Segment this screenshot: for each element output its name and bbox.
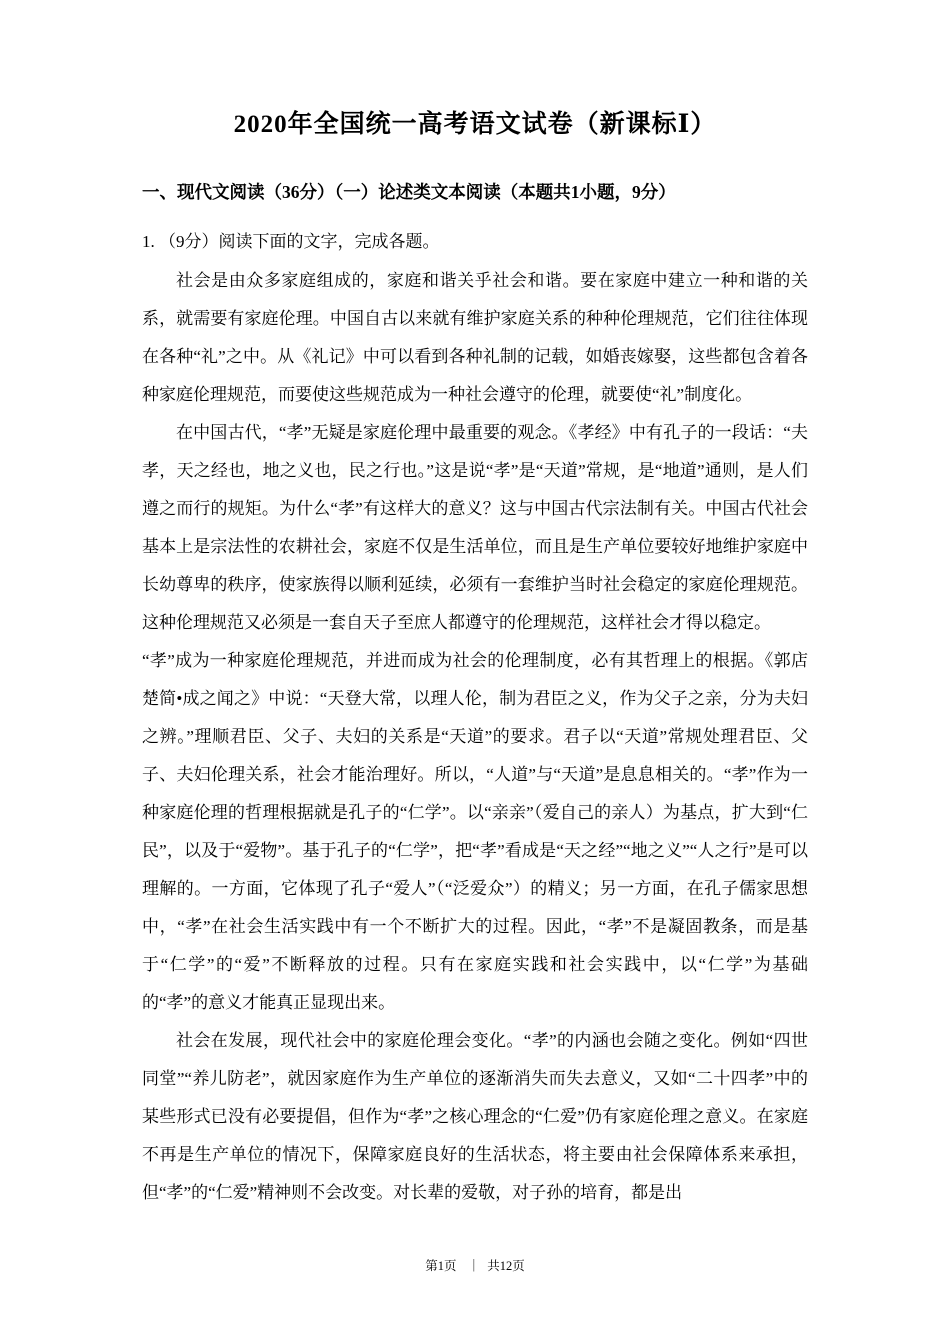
page-number: 第1页 xyxy=(425,1259,457,1273)
passage-paragraph: “孝”成为一种家庭伦理规范，并进而成为社会的伦理制度，必有其哲理上的根据。《郭店楚简•成之闻之》中说：“天登大常，以理人伦，制为君臣之义，作为父子之亲，分为夫妇之辨。”理顺君臣、父子、夫妇的关系是“天道”的要求。君子以“天道”常规处理君臣、父子、夫妇伦理关系，社会才能治理好。所以，“人道”与“天道”是息息相关的。“孝”作为一种家庭伦理的哲理根据就是孔子的“仁学”。以“亲亲”（爱自己的亲人）为基点，扩大到“仁民”，以及于“爱物”。基于孔子的“仁学”，把“孝”看成是“天之经”“地之义”“人之行”是可以理解的。一方面，它体现了孔子“爱人”（“泛爱众”）的精义；另一方面，在孔子儒家思想中，“孝”在社会生活实践中有一个不断扩大的过程。因此，“孝”不是凝固教条，而是基于“仁学”的“爱”不断释放的过程。只有在家庭实践和社会实践中，以“仁学”为基础的“孝”的意义才能真正显现出来。 xyxy=(142,651,808,1012)
passage-paragraph: 社会是由众多家庭组成的，家庭和谐关乎社会和谐。要在家庭中建立一种和谐的关系，就需要有家庭伦理。中国自古以来就有维护家庭关系的种种伦理规范，它们往往体现在各种“礼”之中。从《礼记》中可以看到各种礼制的记载，如婚丧嫁娶，这些都包含着各种家庭伦理规范，而要使这些规范成为一种社会遵守的伦理，就要使“礼”制度化。 xyxy=(142,271,808,404)
reading-passage xyxy=(142,262,808,1212)
passage-paragraph: 社会在发展，现代社会中的家庭伦理会变化。“孝”的内涵也会随之变化。例如“四世同堂”“养儿防老”，就因家庭作为生产单位的逐渐消失而失去意义，又如“二十四孝”中的某些形式已没有必要提倡，但作为“孝”之核心理念的“仁爱”仍有家庭伦理之意义。在家庭不再是生产单位的情况下，保障家庭良好的生活状态，将主要由社会保障体系来承担，但“孝”的“仁爱”精神则不会改变。对长辈的爱敬，对子孙的培育，都是出 xyxy=(142,1031,808,1202)
page-title: 2020年全国统一高考语文试卷（新课标Ⅰ） xyxy=(233,111,717,138)
footer-separator: ｜ xyxy=(467,1259,481,1273)
page-footer xyxy=(0,1256,950,1274)
total-pages: 共12页 xyxy=(487,1259,525,1273)
passage-paragraph: 在中国古代，“孝”无疑是家庭伦理中最重要的观念。《孝经》中有孔子的一段话：“夫孝，天之经也，地之义也，民之行也。”这是说“孝”是“天道”常规，是“地道”通则，是人们遵之而行的规矩。为什么“孝”有这样大的意义？这与中国古代宗法制有关。中国古代社会基本上是宗法性的农耕社会，家庭不仅是生活单位，而且是生产单位要较好地维护家庭中长幼尊卑的秩序，使家族得以顺利延续，必须有一套维护当时社会稳定的家庭伦理规范。这种伦理规范又必须是一套自天子至庶人都遵守的伦理规范，这样社会才得以稳定。 xyxy=(142,423,808,632)
section-heading: 一、现代文阅读（36分）（一）论述类文本阅读（本题共1小题，9分） xyxy=(142,182,676,202)
question-intro: 1. （9分）阅读下面的文字，完成各题。 xyxy=(142,232,440,251)
